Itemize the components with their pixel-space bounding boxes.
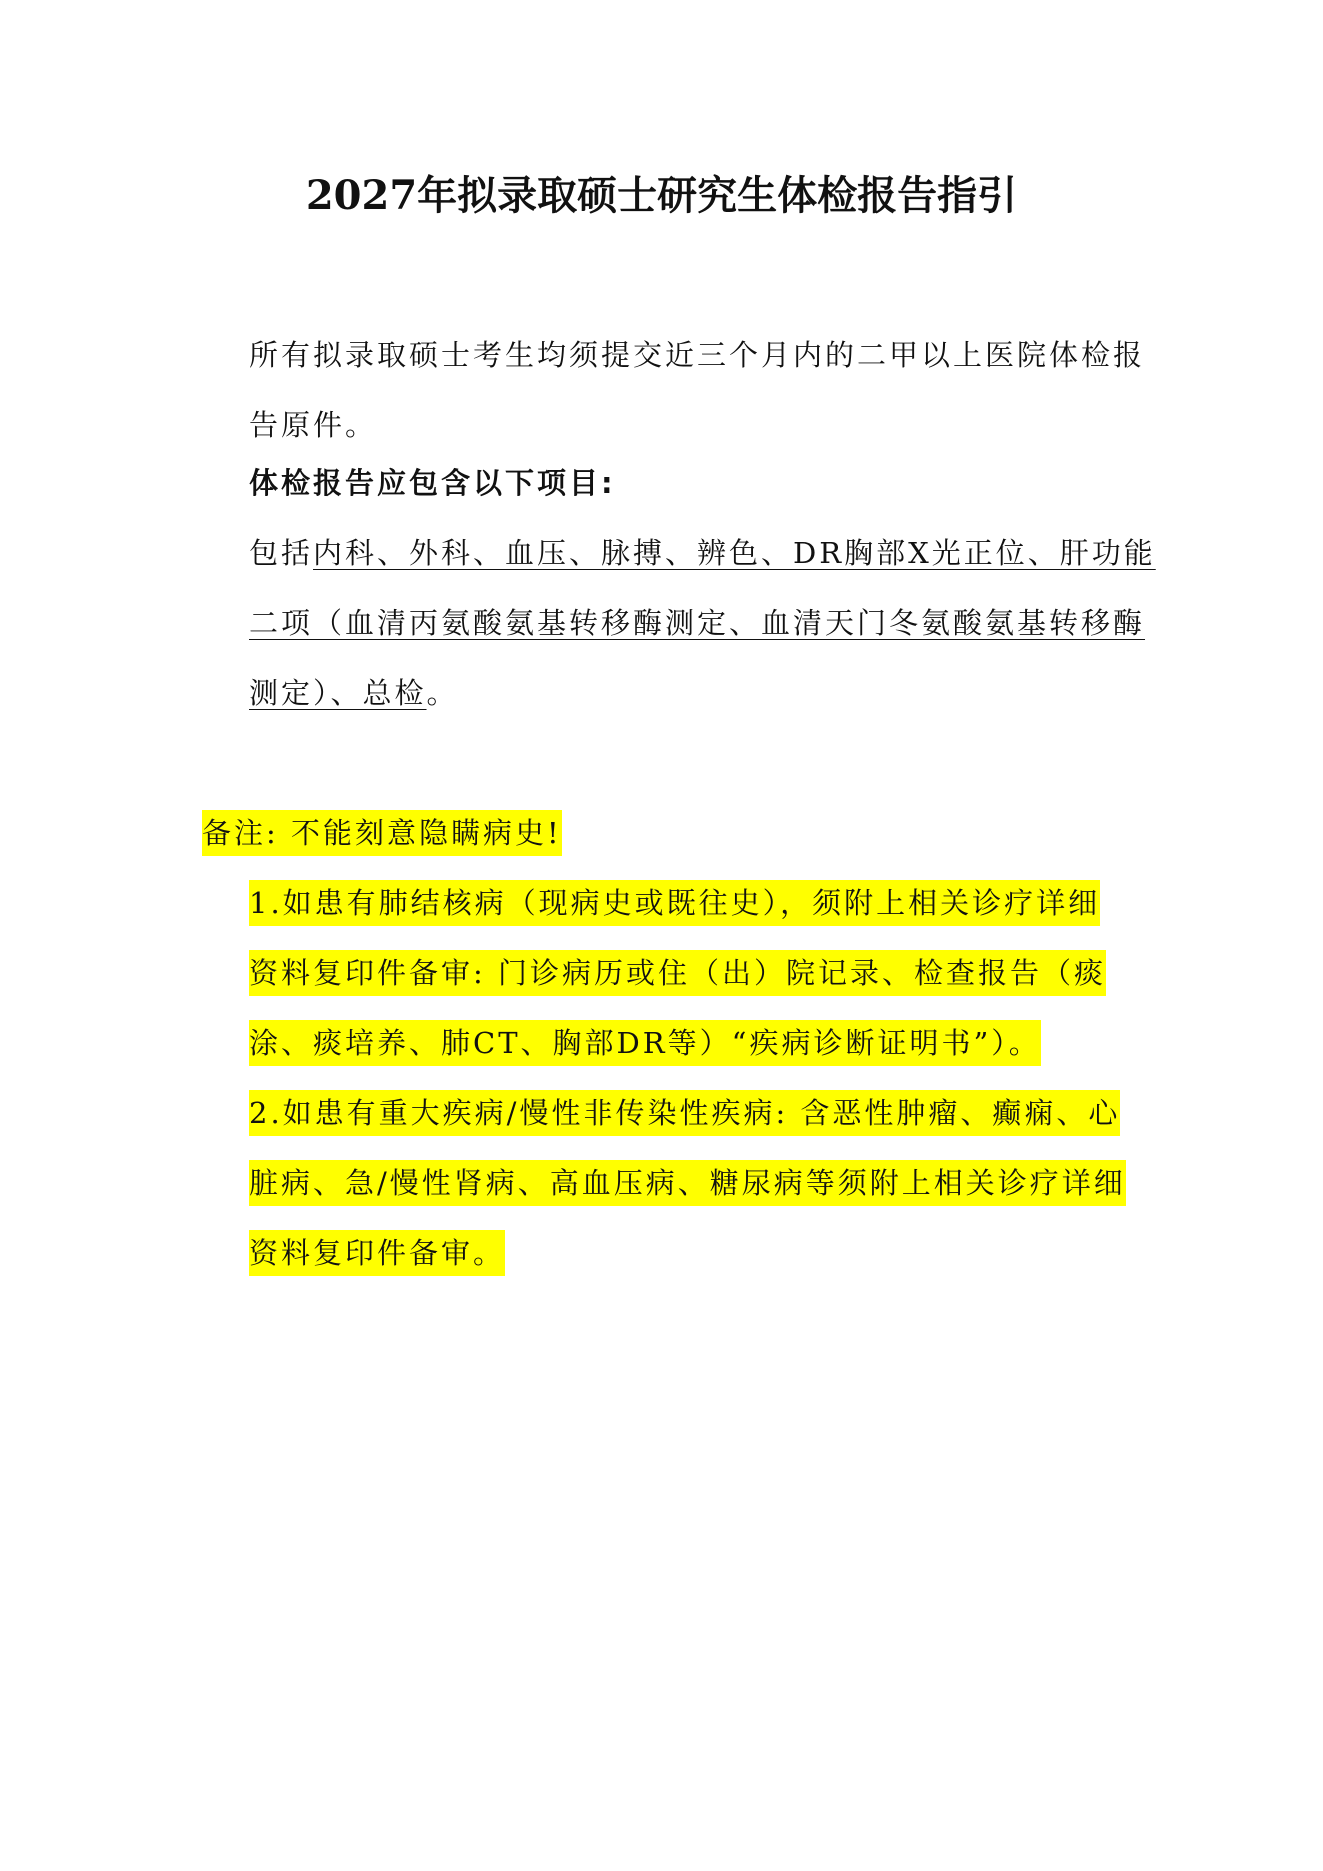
note-item-1-line	[202, 868, 1127, 1078]
items-paragraph	[202, 518, 1174, 728]
notes-heading-line	[202, 798, 1127, 868]
note-item-2: 2.如患有重大疾病/慢性非传染性疾病: 含恶性肿瘤、癫痫、心脏病、急/慢性肾病、高血压病、糖尿病等须附上相关诊疗详细资料复印件备审。	[249, 1090, 1126, 1276]
note-item-2-line	[202, 1078, 1127, 1288]
items-suffix: 。	[426, 676, 459, 710]
notes-heading: 备注: 不能刻意隐瞒病史!	[202, 810, 562, 856]
items-prefix: 包括	[249, 536, 314, 570]
note-item-1: 1.如患有肺结核病（现病史或既往史），须附上相关诊疗详细资料复印件备审: 门诊病历或住（出）院记录、检查报告（痰涂、痰培养、肺CT、胸部DR等）“疾病诊断证明书”）。	[249, 880, 1106, 1066]
intro-paragraph: 所有拟录取硕士考生均须提交近三个月内的二甲以上医院体检报告原件。	[249, 338, 1146, 442]
notes-section	[202, 798, 1127, 1288]
items-heading: 体检报告应包含以下项目:	[249, 466, 616, 500]
page-title: 2027年拟录取硕士研究生体检报告指引	[305, 172, 1018, 219]
items-list-underlined: 内科、外科、血压、脉搏、辨色、DR胸部X光正位、肝功能二项（血清丙氨酸氨基转移酶测定、血清天门冬氨酸氨基转移酶测定）、总检	[249, 536, 1156, 710]
